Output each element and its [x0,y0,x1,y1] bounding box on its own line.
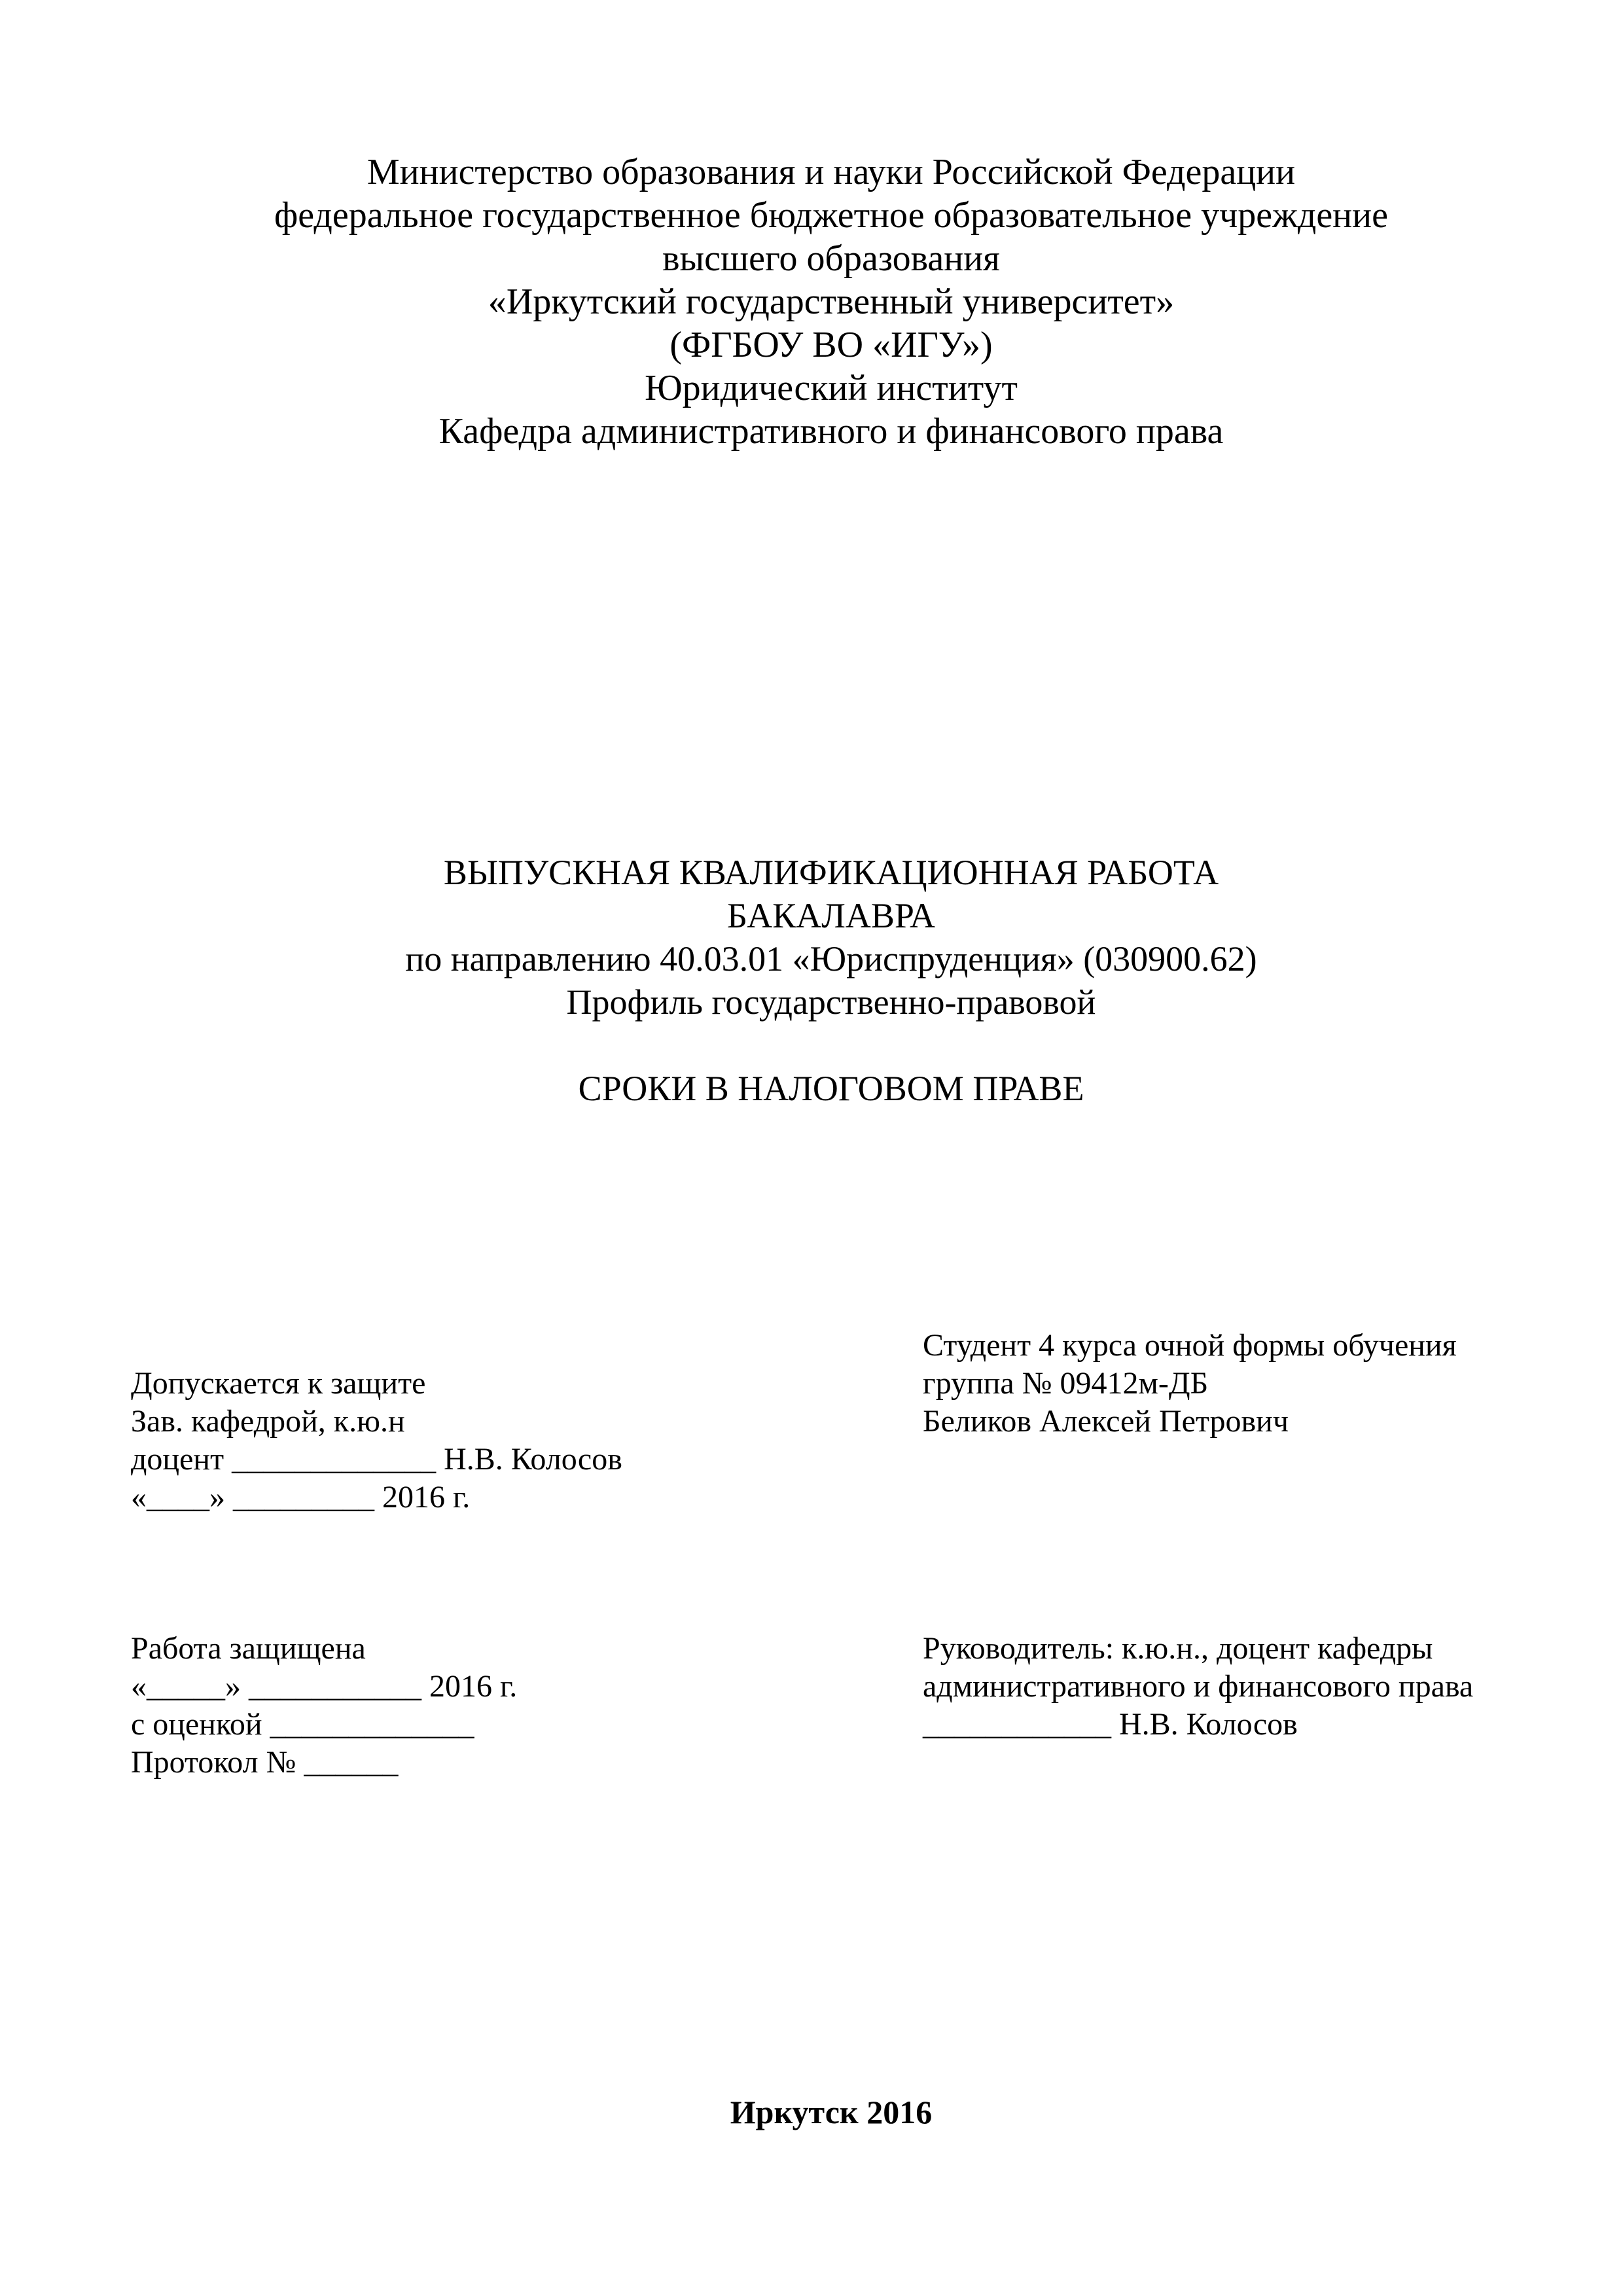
supervisor-department-line: административного и финансового права [923,1669,1474,1704]
defense-protocol-line: Протокол № ______ [131,1745,399,1780]
defense-date-line: «_____» ___________ 2016 г. [131,1669,518,1704]
student-block [923,1327,1457,1441]
student-course-line: Студент 4 курса очной формы обучения [923,1328,1457,1363]
admission-date-line: «____» _________ 2016 г. [131,1480,471,1515]
institution-header [0,151,1623,453]
supervisor-signature-line: ____________ Н.В. Колосов [923,1707,1298,1742]
study-profile: Профиль государственно-правовой [566,982,1096,1022]
education-level-line: высшего образования [662,238,1000,279]
thesis-topic: СРОКИ В НАЛОГОВОМ ПРАВЕ [578,1069,1084,1108]
supervisor-title-line: Руководитель: к.ю.н., доцент кафедры [923,1631,1433,1666]
study-direction: по направлению 40.03.01 «Юриспруденция» (030900.62) [405,939,1257,978]
defense-status-line: Работа защищена [131,1631,366,1666]
work-title-block [0,851,1623,1110]
defense-block [131,1630,517,1782]
institution-type-line: федеральное государственное бюджетное образовательное учреждение [274,195,1388,236]
admission-line: Допускается к защите [131,1366,426,1401]
head-signature-line: доцент _____________ Н.В. Колосов [131,1442,622,1477]
university-name-line: «Иркутский государственный университет» [488,281,1175,322]
student-name: Беликов Алексей Петрович [923,1404,1289,1439]
ministry-line: Министерство образования и науки Российской Федерации [366,152,1296,192]
university-abbreviation-line: (ФГБОУ ВО «ИГУ») [669,325,993,365]
student-group-line: группа № 09412м-ДБ [923,1366,1209,1401]
head-of-department-line: Зав. кафедрой, к.ю.н [131,1404,405,1439]
institute-line: Юридический институт [645,368,1018,408]
city-year-footer: Иркутск 2016 [730,2094,933,2130]
work-type-line-1: ВЫПУСКНАЯ КВАЛИФИКАЦИОННАЯ РАБОТА [443,853,1219,892]
supervisor-block [923,1630,1473,1744]
department-line: Кафедра административного и финансового права [438,411,1224,452]
admission-block [131,1365,622,1516]
work-type-line-2: БАКАЛАВРА [726,896,936,935]
defense-grade-line: с оценкой _____________ [131,1707,474,1742]
